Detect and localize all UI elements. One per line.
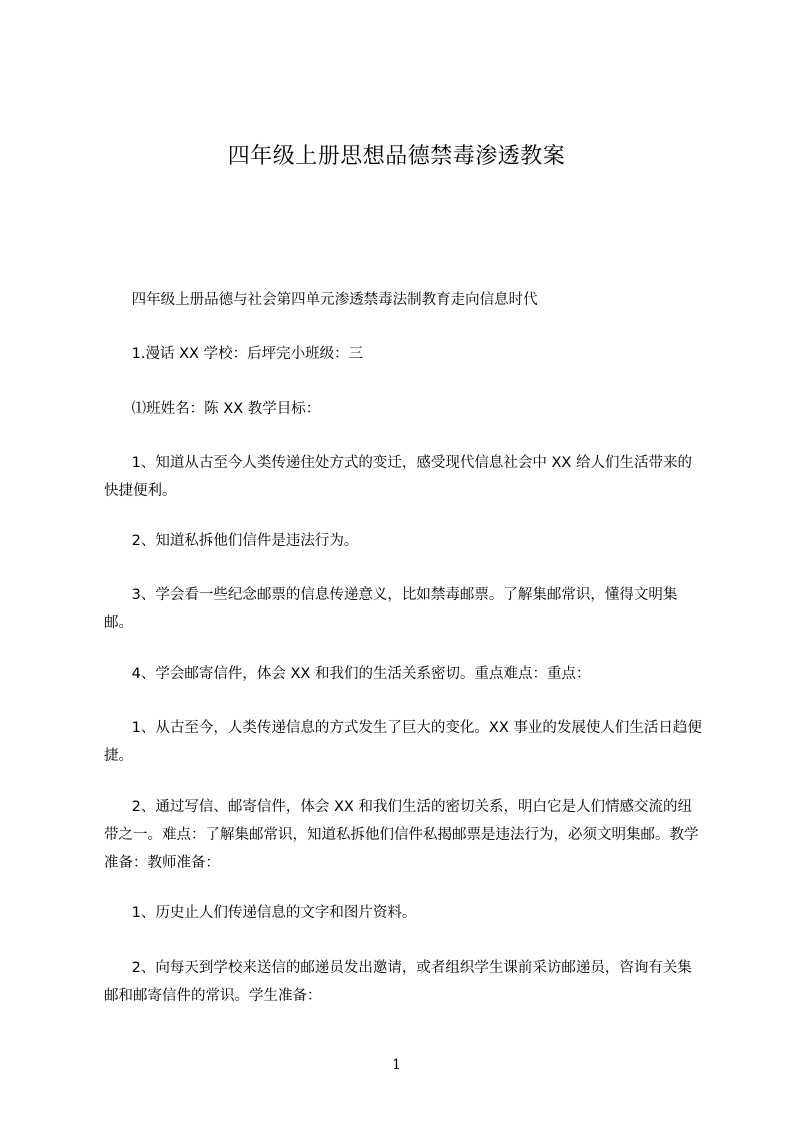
paragraph-goal-3: 3、学会看一些纪念邮票的信息传递意义，比如禁毒邮票。了解集邮常识，懂得文明集邮。 — [104, 587, 678, 631]
paragraph-lesson-school: 1.漫话 XX 学校：后坪完小班级：三 — [104, 346, 364, 362]
page-number: 1 — [392, 1057, 401, 1073]
paragraph-key-point-1: 1、从古至今，人类传递信息的方式发生了巨大的变化。XX 事业的发展使人们生活日趋便捷。 — [104, 720, 702, 764]
paragraph-goal-4: 4、学会邮寄信件，体会 XX 和我们的生活关系密切。重点难点：重点： — [104, 666, 591, 682]
paragraph-prep-1: 1、历史止人们传递信息的文字和图片资料。 — [104, 905, 417, 921]
paragraph-unit-heading: 四年级上册品德与社会第四单元渗透禁毒法制教育走向信息时代 — [104, 292, 538, 308]
paragraph-key-point-2: 2、通过写信、邮寄信件，体会 XX 和我们生活的密切关系，明白它是人们情感交流的纽带之一。难点：了解集邮常识，知道私拆他们信件私揭邮票是违法行为，必须文明集邮。教学准备：教师准备： — [104, 799, 699, 871]
paragraph-class-goals: ⑴班姓名：陈 XX 教学目标： — [104, 401, 321, 417]
paragraph-goal-1: 1、知道从古至今人类传递住处方式的变迁，感受现代信息社会中 XX 给人们生活带来的快捷便利。 — [104, 455, 692, 499]
paragraph-prep-2: 2、向每天到学校来送信的邮递员发出邀请，或者组织学生课前采访邮递员，咨询有关集邮和邮寄信件的常识。学生准备： — [104, 960, 692, 1004]
document-title: 四年级上册思想品德禁毒渗透教案 — [227, 144, 566, 169]
paragraph-goal-2: 2、知道私拆他们信件是违法行为。 — [104, 533, 359, 549]
